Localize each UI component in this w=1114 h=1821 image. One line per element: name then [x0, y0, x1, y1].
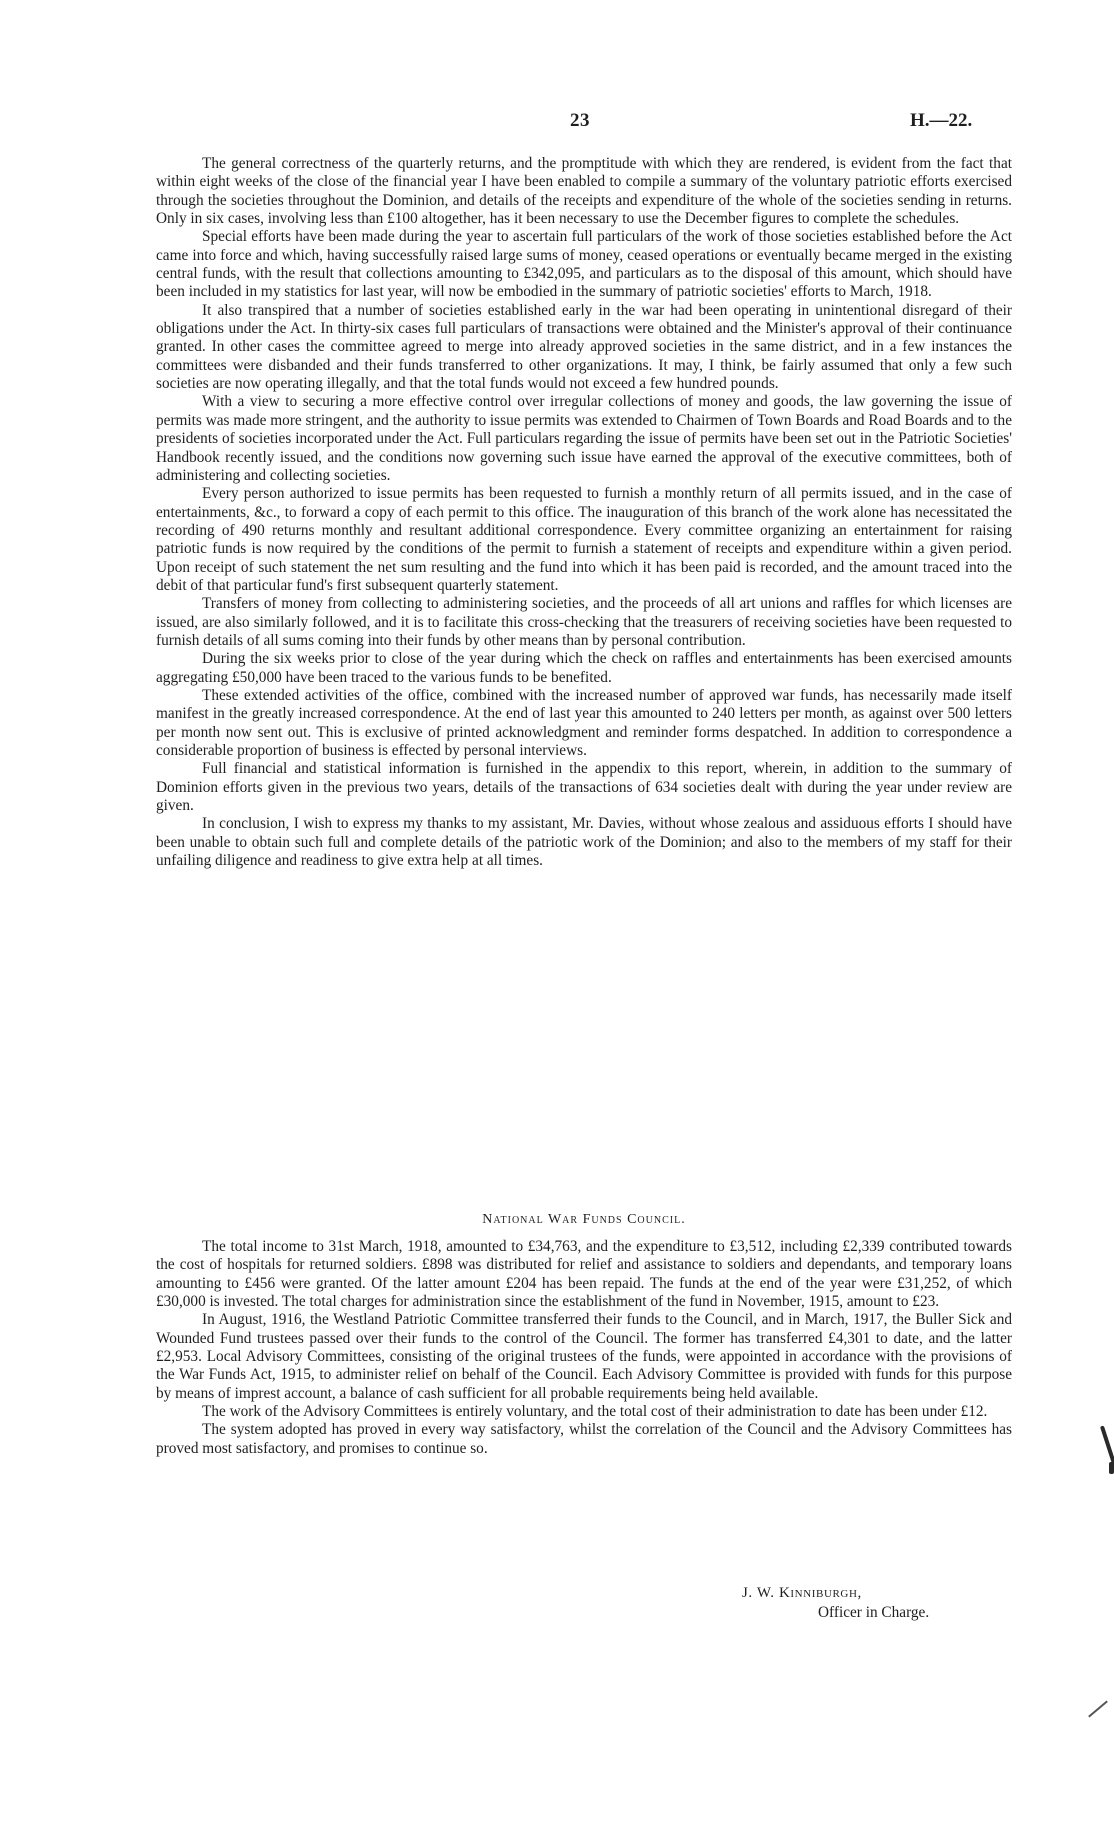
page-number: 23 [570, 110, 590, 131]
paragraph: Transfers of money from collecting to administering societies, and the proceeds of all art unions and raffles for which licenses are issued, are also similarly followed, and it is to facilitate this cross-checking that the treasurers of receiving societies have been requested to furnish details of all sums coming into their funds by other means than by personal contribution. [156, 595, 1012, 649]
paragraph: The total income to 31st March, 1918, amounted to £34,763, and the expenditure to £3,512, including £2,339 contributed towards the cost of hospitals for returned soldiers. £898 was distributed for relief and assistance to soldiers and dependants, and temporary loans amounting to £456 were granted. Of the latter amount £204 has been repaid. The funds at the end of the year were £31,252, of which £30,000 is invested. The total charges for administration since the establishment of the fund in November, 1915, amount to £23. [156, 1238, 1012, 1311]
margin-mark [1088, 1701, 1108, 1718]
paragraph: The general correctness of the quarterly returns, and the promptitude with which they are rendered, is evident from the fact that within eight weeks of the close of the financial year I have been enabled to compile a summary of the voluntary patriotic efforts exercised through the societies throughout the Dominion, and details of the receipts and expenditure of the whole of the societies sending in returns. Only in six cases, involving less than £100 altogether, has it been necessary to use the December figures to complete the schedules. [156, 155, 1012, 228]
paragraph: These extended activities of the office, combined with the increased number of approved war funds, has necessarily made itself manifest in the greatly increased correspondence. At the end of last year this amounted to 240 letters per month, as against over 500 letters per month now sent out. This is exclusive of printed acknowledgment and reminder forms despatched. In addition to correspondence a considerable proportion of business is effected by personal interviews. [156, 686, 1012, 759]
margin-mark [1100, 1425, 1114, 1464]
council-section-body [156, 1238, 1012, 1458]
signature-title: Officer in Charge. [818, 1604, 930, 1621]
paragraph: With a view to securing a more effective control over irregular collections of money and goods, the law governing the issue of permits was made more stringent, and the authority to issue permits was extended to Chairmen of Town Boards and Road Boards and to the presidents of societies incorporated under the Act. Full particulars regarding the issue of permits have been set out in the Patriotic Societies' Handbook recently issued, and the conditions now governing such issue have earned the approval of the executive committees, both of administering and collecting societies. [156, 393, 1012, 484]
paragraph: During the six weeks prior to close of the year during which the check on raffles and entertainments has been exercised amounts aggregating £50,000 have been traced to the various funds to be benefited. [156, 650, 1012, 686]
paragraph: Special efforts have been made during the year to ascertain full particulars of the work of those societies established before the Act came into force and which, having successfully raised large sums of money, ceased operations or eventually became merged in the existing central funds, with the result that collections amounting to £342,095, and particulars as to the disposal of this amount, which should have been included in my statistics for last year, will now be embodied in the summary of patriotic societies' efforts to March, 1918. [156, 228, 1012, 301]
paragraph: The system adopted has proved in every way satisfactory, whilst the correlation of the Council and the Advisory Committees has proved most satisfactory, and promises to continue so. [156, 1421, 1012, 1457]
paragraph: In August, 1916, the Westland Patriotic Committee transferred their funds to the Council, and in March, 1917, the Buller Sick and Wounded Fund trustees passed over their funds to the control of the Council. The former has transferred £4,301 to date, and the latter £2,953. Local Advisory Committees, consisting of the original trustees of the funds, were appointed in accordance with the provisions of the War Funds Act, 1915, to administer relief on behalf of the Council. Each Advisory Committee is provided with funds for this purpose by means of imprest account, a balance of cash sufficient for all probable requirements being held available. [156, 1311, 1012, 1402]
margin-mark [1109, 1462, 1114, 1474]
paragraph: Every person authorized to issue permits has been requested to furnish a monthly return of all permits issued, and in the case of entertainments, &c., to forward a copy of each permit to this office. The inauguration of this branch of the work alone has necessitated the recording of 490 returns monthly and resultant additional correspondence. Every committee organizing an entertainment for raising patriotic funds is now required by the conditions of the permit to furnish a statement of receipts and expenditure within a given period. Upon receipt of such statement the net sum resulting and the fund into which it has been paid is recorded, and the amount traced into the debit of that particular fund's first subsequent quarterly statement. [156, 485, 1012, 594]
document-reference: H.—22. [910, 110, 973, 131]
paragraph: The work of the Advisory Committees is entirely voluntary, and the total cost of their administration to date has been under £12. [202, 1403, 988, 1421]
signature-name [742, 1585, 862, 1602]
paragraph: It also transpired that a number of societies established early in the war had been operating in unintentional disregard of their obligations under the Act. In thirty-six cases full particulars of transactions were obtained and the Minister's approval of their continuance granted. In other cases the committee agreed to merge into already approved societies in the same district, and in a few instances the committees were disbanded and their funds transferred to other organizations. It may, I think, be fairly assumed that only a few such societies are now operating illegally, and that the total funds would not exceed a few hundred pounds. [156, 301, 1012, 393]
report-body [156, 155, 1012, 870]
signature-initials: J. W. [742, 1585, 775, 1601]
signature-surname: Kinniburgh, [778, 1585, 862, 1601]
section-heading: National War Funds Council. [482, 1212, 686, 1227]
paragraph: Full financial and statistical information is furnished in the appendix to this report, wherein, in addition to the summary of Dominion efforts given in the previous two years, details of the transactions of 634 societies dealt with during the year under review are given. [156, 760, 1012, 815]
paragraph: In conclusion, I wish to express my thanks to my assistant, Mr. Davies, without whose zealous and assiduous efforts I should have been unable to obtain such full and complete details of the patriotic work of the Dominion; and also to the members of my staff for their unfailing diligence and readiness to give extra help at all times. [156, 815, 1012, 870]
